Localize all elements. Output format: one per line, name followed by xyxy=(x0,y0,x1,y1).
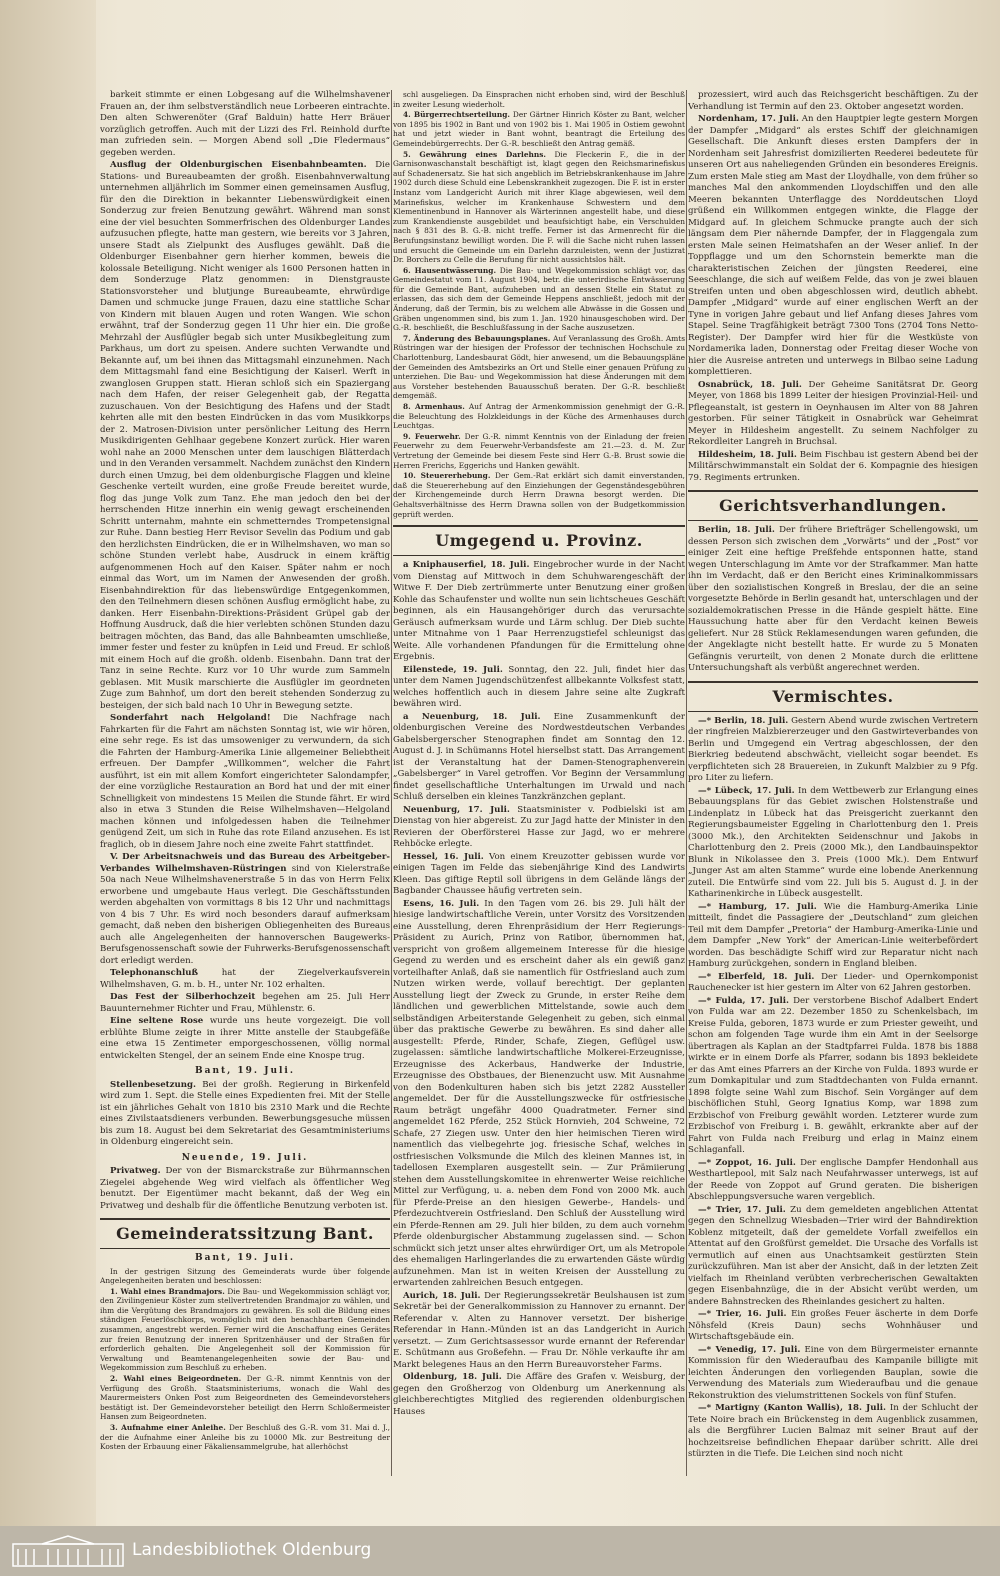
article-text: Ein großes Feuer äscherte in dem Dorfe Nöhsfeld (Kreis Daun) sechs Wohnhäuser und Wirtschaftsgebäude ein. xyxy=(688,1309,978,1342)
article-paragraph xyxy=(688,525,978,675)
article-text: Die Stations- und Bureaubeamten der großh. Eisenbahnverwaltung unternehmen alljährlich im Sommer einen gemeinsamen Ausflug, für den die Direktion in bekannter Liebenswürdigkeit einen Sonderzug zur freien Benutzung gewährt. Während man sonst eine der viel besuchten Sommerfrischen des Oldenburger Landes aufzusuchen pflegte, hatte man gestern, wie bereits vor 3 Jahren, unsere Stadt als Zielpunkt des Ausfluges gewählt. Daß die Oldenburger Eisenbahner gern hierher kommen, beweis die kolossale Beteiligung. Nicht weniger als 1600 Personen hatten in dem Sonderzuge Platz genommen: in Dienstgrauste Stationsvorsteher und blutjunge Bureaubeamte, ehrwürdige Damen und schmucke junge Frauen, dazu eine stattliche Schar von Kindern mit blauen Augen und roten Wangen. Wie schon erwähnt, traf der Sonderzug gegen 11 Uhr hier ein. Die große Mehrzahl der Ausflügler begab sich unter Musikbegleitung zum Parkhaus, um dort zu speisen. Andere suchten Verwandte und Bekannte auf, um bei ihnen das Mittagsmahl einzunehmen. Nach dem Mittagsmahl fand eine Besichtigung der Kaiserl. Werft in zwanglosen Gruppen statt. Hieran schloß sich ein Spaziergang nach dem Hafen, der reiser Gelegenheit gab, der Regatta zuzuschauen. Von der Besichtigung des Hafens und der Stadt kehrten alle mit den besten Eindrücken in das vom Musikkorps der 2. Matrosen-Division unter persönlicher Leitung des Herrn Musikdirigenten Gehlhaar gegebene Konzert zurück. Hier waren wohl nahe an 2000 Menschen unter dem lauschigen Blätterdach und in den Veranden versammelt. Nachdem zunächst den Kindern durch einen Umzug, bei dem oldenburgische Flaggen und kleine Geschenke verteilt wurden, eine große Freude bereitet wurde, flog das junge Volk zum Tanz. Ehe man jedoch den bei der herrschenden Hitze innerhin ein wenig gewagt erscheinenden Schritt unternahm, mahnte ein schmetterndes Trompetensignal zur Ruhe. Dann bestieg Herr Revisor Sevelin das Podium und gab den herzlichsten Eindrücken, die er in Wilhelmshaven, wo man so schöne Stunden verlebt habe, Ausdruck in einem kräftig aufgenommenen Hoch auf den Kaiser. Später nahm er noch einmal das Wort, um im Namen der Anwesenden der großh. Eisenbahndirektion für das liebenswürdige Entgegenkommen, den den Teilnehmern diesen schönen Ausflug ermöglicht habe, zu danken. Herr Eisenbahn-Direktions-Präsident Grüpel gab der Hoffnung Ausdruck, daß die hier verlebten schönen Stunden dazu beitragen möchten, das Band, das alle Bahnbeamten umschließe, immer fester und fester zu knüpfen in Leid und Freud. Er schloß mit einem Hoch auf die großh. oldenb. Eisenbahn. Dann trat der Tanz in seine Rechte. Kurz vor 10 Uhr wurde zum Sammeln geblasen. Mit Musik marschierte die Ausflügler im geordneten Zuge zum Bahnhof, um dort den bereit stehenden Sonderzug zu besteigen, der sich bald nach 10 Uhr in Bewegung setzte. xyxy=(100,160,390,711)
article-lead: 5. Gewährung eines Darlehns. xyxy=(403,149,547,159)
article-text: Auf Veranlassung des Großh. Amts Rüstringen war der hiesigen der Professor der technischen Hochschule zu Charlottenburg, Landesbaurat Gödt, hier anwesend, um die Bebauungspläne der Gemeinden des Amtsbezirks an Ort und Stelle einer genauen Prüfung zu unterziehen. Die Bau- und Wegekommission hat diese Änderungen mit dem aus Vorsteher bestehenden Bauausschuß beraten. Der G.-R. beschließt demgemäß. xyxy=(393,333,685,401)
article-paragraph xyxy=(688,450,978,485)
article-lead: Eine seltene Rose xyxy=(110,1016,204,1026)
article-paragraph xyxy=(100,992,390,1015)
article-paragraph xyxy=(688,972,978,995)
article-paragraph xyxy=(688,380,978,449)
article-text: Eine Zusammenkunft der oldenburgischen Vereine des Nordwestdeutschen Verbandes Gabelsbergerscher Stenographen findet am Sonntag den 12. August d. J. in Schümanns Hotel hierselbst statt. Das Arrangement ist der Veranstaltung hat der Damen-Stenographenverein „Gabelsberger“ in Varel getroffen. Vor Beginn der Versammlung findet gesellschaftliche Unterhaltungen im Urwald und nach Schluß derselben ein kleines Tanzkränzchen geplant. xyxy=(393,711,685,803)
article-text: Die Bau- und Wegekommission schlägt vor, den Zivilingenieur Köster zum stellvertretenden Brandmajor zu wählen, und ihm die Vergütung des Brandmajors zu gewähren. Es soll die Bildung eines ständigen Feuerlöschkorps, womöglich mit den benachbarten Gemeinden zusammen, angestrebt werden. Ferner wird die Anschaffung eines Gerätes zur freien Benutzung der inneren Spritzenhäuser und der Straßen für erforderlich gehalten. Die Angelegenheit soll der Kommission für Verwaltung und Beamtenangelegenheiten sowie der Bau- und Wegekommission zum Beschluß zu erheben. xyxy=(100,1286,390,1373)
article-lead: Privatweg. xyxy=(110,1166,161,1176)
article-paragraph xyxy=(100,160,390,712)
library-building-icon xyxy=(12,1535,124,1567)
article-text: sind von Kielerstraße 50a nach Neue Wilhelmshavenerstraße 5 in das von Herrn Felix erworbene und umgebaute Haus verlegt. Die Geschäftsstunden werden abgehalten von vormittags 8 bis 12 Uhr und nachmittags von 4 bis 7 Uhr. Es wird noch besonders darauf aufmerksam gemacht, daß neben den bisherigen Obliegenheiten des Bureaus auch alle Angelegenheiten der hannoverschen Baugewerks-Berufsgenossenschaft sowie der Fuhrwerks-Berufsgenossenschaft dort erledigt werden. xyxy=(100,863,390,966)
article-text: Der G.-R. nimmt Kenntnis von der Einladung der freien Feuerwehr zu dem Feuerwehr-Verbandsfeste am 21.—23. d. M. Zur Vertretung der Gemeinde bei diesem Feste sind Herr G.-B. Brust sowie die Herren Frerichs, Eggerichs und Hanken gewählt. xyxy=(393,431,685,470)
article-lead: Berlin, 18. Juli. xyxy=(698,525,775,535)
article-text: hat der Ziegelverkaufsverein Wilhelmshaven, G. m. b. H., unter Nr. 102 erhalten. xyxy=(100,968,390,990)
article-lead: 4. Bürgerrechtserteilung. xyxy=(403,110,510,120)
section-heading: Gemeinderatssitzung Bant. xyxy=(100,1218,390,1249)
article-lead: 7. Änderung des Bebauungsplanes. xyxy=(403,333,551,343)
article-paragraph xyxy=(393,805,685,851)
article-text: wurde uns heute vorgezeigt. Die voll erblühte Blume zeigte in ihrer Mitte anstelle der Staubgefäße eine etwa 15 Zentimeter emporgeschossenen, völlig normal entwickelten Stengel, der an seinem Ende eine Knospe trug. xyxy=(100,1016,390,1061)
article-text: In der Schlucht der Tete Noire brach ein Brückensteg in dem Augenblick zusammen, als die Bergführer Lucien Balmaz mit seiner Braut auf der hochzeitsreise befindlichen Ehepaar darüber schritt. Alle drei stürzten in die Tiefe. Die Leichen sind noch nicht xyxy=(688,1403,978,1459)
article-text: Der von der Bismarckstraße zur Bührmannschen Ziegelei abgehende Weg wird vielfach als öffentlicher Weg benutzt. Der Eigentümer macht bekannt, daß der Weg ein Privatweg und deshalb für die öffentliche Benutzung verboten ist. xyxy=(100,1166,390,1211)
article-text: Wie die Hamburg-Amerika Linie mitteilt, findet die Passagiere der „Deutschland“ zum gleichen Teil mit dem Dampfer „Pretoria“ der Hamburg-Amerika-Linie und dem Dampfer „New York“ der American-Linie weiterbefördert worden. Das beschädigte Schiff wird zur Reparatur nicht nach Hamburg zurückgehen, sondern in England bleiben. xyxy=(688,901,978,969)
article-lead: —* Trier, 17. Juli. xyxy=(698,1204,786,1215)
article-text: In der gestrigen Sitzung des Gemeinderats wurde über folgende Angelegenheiten beraten und beschlossen: xyxy=(100,1266,390,1286)
article-text: Der Regierungssekretär Beulshausen ist zum Sekretär bei der Generalkommission zu Hannover zu ernannt. Der Referendar v. Alten zu Hannover versetzt. Der bisherige Referendar in Hann.-Münden ist an das Landgericht in Aurich versetzt. — Zum Gerichtsassessor wurde ernannt der Referendar E. Schütmann aus Großefehn. — Frau Dr. Nöhle verkaufte ihr am Markt belegenes Haus an den Herrn Bureauvorsteher Farms. xyxy=(393,1290,685,1370)
scan-left-margin xyxy=(0,0,96,1526)
article-paragraph xyxy=(100,90,390,159)
article-paragraph xyxy=(688,996,978,1157)
article-lead: Nordenham, 17. Juli. xyxy=(698,114,799,124)
article-text: Eingebrocher wurde in der Nacht vom Dienstag auf Mittwoch in dem Schuhwarengeschäft der Witwe F. Der Dieb zertrümmerte unter Benutzung einer großen Kohle das Schaufenster und wollte nun sein lichtscheues Geschäft beginnen, als ein Hausangehöriger durch das verursachte Geräusch aufmerksam wurde und Lärm schlug. Der Dieb suchte unter Mitnahme von 1 Paar Herrenzugstiefel schleunigst das Weite. Alle vorhandenen Pfandungen für die Ermittelung ohne Ergebnis. xyxy=(393,560,685,663)
article-text: prozessiert, wird auch das Reichsgericht beschäftigen. Zu der Verhandlung ist Termin auf den 23. Oktober angesetzt worden. xyxy=(688,90,978,112)
article-paragraph xyxy=(100,1287,390,1373)
article-text: Gestern Abend wurde zwischen Vertretern der ringfreien Malzbiererzeuger und den Gastwirteverbandes von Berlin und Umgegend ein Vertrag abgeschlossen, der den Bierkrieg bedeutend abschwächt, vielleicht sogar beendet. Es verpflichteten sich 28 Brauereien, in Zukunft Malzbier zu 9 Pfg. pro Liter zu liefern. xyxy=(688,715,978,783)
article-lead: —* Trier, 16. Juli. xyxy=(698,1309,787,1319)
article-paragraph xyxy=(393,402,685,431)
article-text: Von einem Kreuzotter gebissen wurde vor einigen Tagen im Felde das siebenjährige Kind des Landwirts Kleen. Das giftige Reptil soll übrigens in dem Gelände längs der Bagbander Chaussee häufig vertreten sein. xyxy=(393,851,685,897)
dateline: Bant, 19. Juli. xyxy=(195,1253,295,1263)
article-text: In dem Wettbewerb zur Erlangung eines Bebauungsplans für das Gebiet zwischen Holstenstraße und Lindenplatz in Lübeck hat das Preisgericht zuerkannt den Regierungsbaumeister Eggeling in Charlottenburg den 1. Preis (3000 Mk.), den Architekten Seidenschnur und Jakobs in Charlottenburg den 2. Preis (2000 Mk.), den Landbauinspektor Blunk in Nikolassee den 3. Preis (1000 Mk.). Dem Entwurf „Junger Ast am alten Stamme“ wurde eine lobende Anerkennung zuteil. Die Entwürfe sind vom 22. Juli bis 5. August d. J. in der Katharinenkirche in Lübeck ausgestellt. xyxy=(688,785,978,899)
article-text: Der englische Dampfer Hendonhall aus Westhartlepool, mit Salz nach Neufahrwasser unterwegs, ist auf der Reede von Zoppot auf Grund geraten. Die bisherigen Abschleppungsversuche waren vergeblich. xyxy=(688,1157,978,1202)
article-text: Beim Fischbau ist gestern Abend bei der Militärschwimmanstalt ein Soldat der 6. Kompagnie des hiesigen 79. Regiments ertrunken. xyxy=(688,449,978,483)
article-paragraph xyxy=(688,1158,978,1204)
article-lead: Telephonanschluß xyxy=(110,968,199,978)
article-paragraph xyxy=(100,852,390,967)
article-text: Der frühere Briefträger Schellengowski, um dessen Person sich zwischen dem „Vorwärts“ und der „Post“ vor einiger Zeit eine heftige Preßfehde entsponnen hatte, stand wegen Unterschlagung im Amte vor der Strafkammer. Man hatte ihn im Verdacht, daß er den Bericht eines Kriminalkommissars über den sozialistischen Kongreß in Breslau, der die an seine vorgesetzte Behörde in Berlin gesandt hat, unterschlagen und der sozialdemokratischen Presse in die Hände gespielt hätte. Eine Haussuchung hatte aber für den Verdacht keinen Beweis geliefert. Nur 28 Stück Reklamesendungen waren gefunden, die der Angeklagte nicht bestellt hatte. Er wurde zu 5 Monaten Gefängnis verurteilt, von denen 2 Monate durch die erlittene Untersuchungshaft als verbüßt angerechnet werden. xyxy=(688,525,978,673)
article-lead: 2. Wahl eines Beigeordneten. xyxy=(110,1374,242,1384)
article-lead: —* Fulda, 17. Juli. xyxy=(698,995,790,1006)
article-paragraph xyxy=(100,713,390,851)
article-lead: —* Lübeck, 17. Juli. xyxy=(698,785,795,796)
section-heading: Vermischtes. xyxy=(688,681,978,712)
article-text: Eine von dem Bürgermeister ernannte Kommission für den Wiederaufbau des Kampanile billigte mit leichten Änderungen den vorliegenden Bauplan, sowie die Verwendung des Materials zum Wiederaufbau und die genaue Rekonstruktion des vielumstrittenen Sockels von fünf Stufen. xyxy=(688,1344,978,1401)
dateline: Bant, 19. Juli. xyxy=(195,1066,295,1076)
article-lead: a Neuenburg, 18. Juli. xyxy=(403,711,541,722)
column-divider-2 xyxy=(686,90,687,1476)
article-paragraph xyxy=(688,716,978,785)
article-lead: Hildesheim, 18. Juli. xyxy=(698,449,797,460)
dateline: Neuende, 19. Juli. xyxy=(181,1152,309,1163)
article-text: schl ausgeliegen. Da Einsprachen nicht erhoben sind, wird der Beschluß in zweiter Lesung wiederholt. xyxy=(393,90,685,109)
article-lead: —* Elberfeld, 18. Juli. xyxy=(698,971,815,982)
article-lead: 9. Feuerwehr. xyxy=(403,431,461,441)
section-heading: Umgegend u. Provinz. xyxy=(393,525,685,556)
article-text: In den Tagen vom 26. bis 29. Juli hält der hiesige landwirtschaftliche Verein, unter Vorsitz des Vorsitzenden eine Ausstellung, deren Ehrenpräsidium der Herr Regierungs-Präsident zu Aurich, Prinz von Ratibor, übernommen hat, verspricht von großem allgemeinem Interesse für die hiesige Gegend zu werden und es erscheint daher als ein gewiß ganz vorteilhafter Anlaß, daß sie namentlich für Ostfriesland auch zum Nutzen wirken werde, vollauf berechtigt. Der geplanten Ausstellung liegt der Zweck zu Grunde, in erster Reihe dem ländlichen und gewerblichen Mittelstande, sowie auch dem selbständigen Arbeiterstande Gelegenheit zu geben, sich einmal über das praktische Gewerbe zu bewähren. Es sind daher alle ausgestellt: Pferde, Rinder, Schafe, Ziegen, Geflügel usw. zugelassen: sämtliche landwirtschaftliche Molkerei-Erzeugnisse, Erzeugnisse des Ackerbaus, Handwerke der Industrie, Erzeugnisse des Obstbaues, der Bienenzucht usw. Mit Ausnahme von den Bodenkulturen haben sich bis jetzt 2282 Aussteller angemeldet. Der für die Ausstellungszwecke für ostfriesische Raum beträgt ungefähr 4000 Quadratmeter. Ferner sind angemeldet 162 Pferde, 252 Stück Hornvieh, 204 Schweine, 72 Schafe, 27 Ziegen usw. Unter den hier heimischen Tieren wird namentlich das vielbegehrte jog. friesische Schaf, welches in ostfriesischen Volksmunde die Milch des kleinen Mannes ist, in tadellosen Exemplaren ausgestellt sein. — Zur Prämiierung stehen dem Ausstellungskomitee in ehrenwerter Weise reichliche Mittel zur Verfügung, u. a. neben dem Fond von 2000 Mk. auch für Pferde-Preise an den hiesigen Gewerbe-, Handels- und Pferdezuchtverein Ostfriesland. Den Schluß der Ausstellung wird ein Pferde-Rennen am 29. Juli hier bilden, zu dem auch vornehm Pferde oldenburgischer Abstammung zugelassen sind. — Schon schmückt sich jetzt unser altes ehrwürdiger Ort, um als Metropole des ehemaligen Harlingerlandes die zu erwartenden Gäste würdig aufzunehmen. Man ist in weiten Kreisen der Ausstellung zu erwartenden zahlreichen Besuch entgegen. xyxy=(393,898,685,1289)
article-text: Der Beschluß des G.-R. vom 31. Mai d. J., der die Aufnahme einer Anleihe bis zu 10000 Mk. zur Bestreitung der Kosten der Erbauung einer Fäkaliensammelgrube, hat allerhöchst xyxy=(100,1423,390,1452)
article-paragraph xyxy=(393,852,685,898)
article-lead: Esens, 16. Juli. xyxy=(403,898,480,909)
article-text: Die Fleckerin F., die in der Garnisonwaschanstalt beschäftigt ist, klagt gegen den Reichsmarinefiskus auf Schadenersatz. Sie hat sich angeblich im Betriebskrankenhause im Jahre 1902 durch diese Schuld eine Lebenskrankheit zugezogen. Die F. ist in erster Instanz vom Landgericht Aurich mit ihrer Klage abgewiesen, weil dem Marinefiskus, welcher im Krankenhause Schwestern und dem Klementinenbund in Hannover als Wärterinnen angestellt habe, und diese zum Krankendienste ausgebildet und beaufsichtigt habe, ein Verschulden nach § 831 des B. G.-B. nicht treffe. Ferner ist das Armenrecht für die Berufungsinstanz bewilligt worden. Die F. will die Sache nicht ruhen lassen und ersucht die Gemeinde um ein Darlehn darzuleisten, wenn der Justizrat Dr. Borchers zu Celle die Berufung für nicht aussichtslos hält. xyxy=(393,149,685,265)
article-lead: Oldenburg, 18. Juli. xyxy=(403,1372,502,1383)
article-paragraph xyxy=(100,1080,390,1149)
article-text: Der Lieder- und Opernkomponist Rauchenecker ist hier gestern im Alter von 62 Jahren gestorben. xyxy=(688,971,978,993)
column-divider-1 xyxy=(391,90,392,1476)
article-lead: a Kniphauserfiel, 18. Juli. xyxy=(403,560,530,571)
article-paragraph xyxy=(393,1372,685,1418)
section-heading: Gerichtsverhandlungen. xyxy=(688,490,978,521)
article-paragraph xyxy=(100,1166,390,1212)
article-paragraph xyxy=(100,1374,390,1422)
article-text: Der G.-R. nimmt Kenntnis von der Verfügung des Großh. Staatsministeriums, wonach die Wahl des Maurermeisters Onken Post zum Beigeordneten des Gemeindevorstehers bestätigt ist. Der Gemeindevorsteher beteiligt den Herrn Schloßermeister Hansen zum Beigeordneten. xyxy=(100,1374,390,1422)
article-text: barkeit stimmte er einen Lobgesang auf die Wilhelmshavener Frauen an, der ihm selbstverständlich neue Lorbeeren eintrachte. Den alten Schwerenöter (Graf Balduin) hatte Herr Bräuer vorzüglich getroffen. Auch mit der Lizzi des Frl. Reinhold durfte man zufrieden sein. — Morgen Abend soll „Die Fledermaus“ gegeben werden. xyxy=(100,90,390,158)
article-paragraph xyxy=(100,1423,390,1452)
article-text: Die Bau- und Wegekommission schlägt vor, das Gemeindestatut vom 11. August 1904, betr. die unterirdische Entwässerung für die Gemeinde Bant, aufzuheben und an dessen Stelle ein Statut zu erlassen, das sich dem der Gemeinde Heppens anschließt, jedoch mit der Änderung, daß der Termin, bis zu welchem alle Abwässe in die Gossen und Gräben ungenommen sind, bis zum 1. Jan. 1920 hinausgeschoben wird. Der G.-R. beschließt, die Beschlußfassung in der Sache auszusetzen. xyxy=(393,265,685,333)
article-text: Sonntag, den 22. Juli, findet hier das unter dem Namen Jugendschützenfest allbekannte Volksfest statt, welches hoffentlich auch in diesem Jahre seine alte Zugkraft bewähren wird. xyxy=(393,664,685,710)
article-lead: Eilenstede, 19. Juli. xyxy=(403,664,503,675)
article-paragraph xyxy=(688,90,978,113)
article-lead: —* Martigny (Kanton Wallis), 18. Juli. xyxy=(698,1403,886,1413)
footer-institution-name: Landesbibliothek Oldenburg xyxy=(132,1540,372,1560)
article-text: Zu dem gemeldeten angeblichen Attentat gegen den Schnellzug Wiesbaden—Trier wird der Bahndirektion Koblenz mitgeteilt, daß der gemeldete Vorfall zweifellos ein Attentat auf den Großfürst gemeldet. Die Ursache des Vorfalls ist vermutlich auf einen aus Unachtsamkeit gestürzten Stein zurückzuführen. Man ist aber der Ansicht, daß in der letzten Zeit vielfach im Rheinland verübten verbrecherischen Gewaltakten gegen Eisenbahnzüge, die in der Absicht verübt werden, um andere Bahnstrecken des Rheinlandes gesichert zu halten. xyxy=(688,1204,978,1307)
article-paragraph xyxy=(688,786,978,901)
article-lead: Aurich, 18. Juli. xyxy=(403,1290,481,1301)
article-text: Die Nachfrage nach Fahrkarten für die Fahrt am nächsten Sonntag ist, wie wir hören, eine sehr rege. Es ist das umsoweniger zu verwundern, da sich die Fahrten der Hamburg-Amerika Linie allgemeiner Beliebtheit erfreuen. Der Dampfer „Willkommen“, welcher die Fahrt ausführt, ist ein mit allem Komfort eingerichteter Salondampfer, der eine vorzügliche Restauration an Bord hat und der mit einer Schnelligkeit von mindestens 15 Meilen die Stunde fährt. Er wird also in etwa 3 Stunden die Reise Wilhelmshaven—Helgoland machen können und infolgedessen haben die Teilnehmer genügend Zeit, um sich in Ruhe das rote Eiland anzusehen. Es ist fraglich, ob in diesem Jahre noch eine zweite Fahrt stattfindet. xyxy=(100,713,390,850)
article-text: Der Geheime Sanitätsrat Dr. Georg Meyer, von 1868 bis 1899 Leiter der hiesigen Provinzial-Heil- und Pflegeanstalt, ist gestern in Oeynhausen im Alter von 88 Jahren gestorben. Für seiner Tätigkeit in Osnabrück war Geheimrat Meyer in Hildesheim angestellt. Zu seinem Nachfolger zu Rekordleiter Langreh in Bruchsal. xyxy=(688,379,978,447)
article-text: Bei der großh. Regierung in Birkenfeld wird zum 1. Sept. die Stelle eines Expedienten frei. Mit der Stelle ist ein jährliches Gehalt von 1810 bis 2310 Mark und die Rechte eines Zivilstaatsdieners verbunden. Bewerbungsgesuche müssen bis zum 18. August bei dem Sekretariat des Gesamtministeriums in Oldenburg eingereicht sein. xyxy=(100,1079,390,1147)
article-text: Staatsminister v. Podbielski ist am Dienstag von hier abgereist. Zu zur Jagd hatte der Minister in den Revieren der Oberförsterei Hasse zur Jagd, wo er mehrere Rehböcke erlegte. xyxy=(393,804,685,850)
article-lead: V. Der Arbeitsnachweis und das Bureau des Arbeitgeber-Verbandes Wilhelmshaven-Rüstringen xyxy=(100,852,390,874)
article-lead: Osnabrück, 18. Juli. xyxy=(698,379,802,390)
article-lead: 1. Wahl eines Brandmajors. xyxy=(110,1286,225,1296)
article-lead: —* Berlin, 18. Juli. xyxy=(698,715,789,726)
article-paragraph xyxy=(688,1345,978,1403)
article-lead: Sonderfahrt nach Helgoland! xyxy=(110,713,271,723)
article-paragraph xyxy=(100,1267,390,1286)
footer-bar xyxy=(0,1526,1000,1576)
article-paragraph xyxy=(393,432,685,470)
article-text: Auf Antrag der Armenkommission genehmigt der G.-R. die Beleuchtung des Holzkleidungs in der Küche des Armenhauses durch Leuchtgas. xyxy=(393,402,685,431)
article-lead: Hessel, 16. Juli. xyxy=(403,851,484,862)
article-text: Der Gärtner Hinrich Köster zu Bant, welcher von 1895 bis 1902 in Bant und von 1902 bis 1. Mai 1905 in Ostiem gewohnt hat und jetzt wieder in Bant wohnt, beantragt die Erteilung des Gemeindebürgerrechts. Der G.-R. beschließt den Antrag gemäß. xyxy=(393,110,685,148)
article-text: An den Hauptpier legte gestern Morgen der Dampfer „Midgard“ als erstes Schiff der gleichnamigen Gesellschaft. Die Ankunft dieses ersten Dampfers der in Nordenham seit Jahresfrist domizilierten Reederei bedeutete für unseren Ort aus naheliegenden Gründen ein besonderes Ereignis. Zum ersten Male stieg am Mast der Lloydhalle, von dem früher so manches Mal den ankommenden Lloydschiffen und den alle Meeren bekannten Unterflagge des Norddeutschen Lloyd grüßend ein Willkommen entgegen winkte, die Flagge der Midgard auf. In gleichem Schmucke prangte auch der sich längsam dem Pier nähernde Dampfer, der in Flaggengala zum ersten Male seinen Heimatshafen an der Weser anlief. In der Toppflagge und um den Schornstein bemerkte man die charakteristischen Zeichen der jüngsten Reederei, eine Seeschlange, die sich auf weißem Felde, das von je zwei blauen Streifen unten und oben abgeschlossen wird, deutlich abhebt. Dampfer „Midgard“ wurde auf einer englischen Werft an der Tyne in vorigen Jahre gebaut und lief Anfang dieses Jahres vom Stapel. Seine Tragfähigkeit beträgt 7300 Tons (2704 Tons Netto-Register). Der Dampfer wird hier für die Westküste von Nordamerika laden, Donnerstag oder Freitag dieser Woche von hier die Ausreise antreten und unterwegs in Bilbao seine Ladung komplettieren. xyxy=(688,114,978,377)
column-2 xyxy=(393,90,685,1476)
article-paragraph xyxy=(688,114,978,379)
article-paragraph xyxy=(100,1016,390,1062)
article-paragraph xyxy=(393,110,685,148)
article-paragraph xyxy=(393,150,685,265)
article-paragraph xyxy=(688,1309,978,1344)
article-paragraph xyxy=(688,902,978,971)
article-paragraph xyxy=(688,1403,978,1461)
article-text: Der verstorbene Bischof Adalbert Endert von Fulda war am 22. Dezember 1850 zu Schenkelsbach, im Kreise Fulda, geboren, 1873 wurde er zum Priester geweiht, und schon am folgenden Tage wurde ihm ein Amt in der Seelsorge übertragen als Kaplan an der Stadtpfarrei Fulda. 1878 bis 1888 wirkte er in einem Dorfe als Pfarrer, sodann bis 1893 bekleidete er das Amt eines Pfarrers an der Kirche von Fulda. 1893 wurde er zum Domkapitular und zum Stadtdechanten von Fulda ernannt. 1898 folgte seine Wahl zum Bischof. Sein Vorgänger auf dem bischöflichen Stuhl, Georg Ignatius Komp, war 1898 zum Erzbischof von Freiburg gewählt worden. Letzterer wurde zum Erzbischof von Freiburg i. B. gewählt, erkrankte aber auf der Fahrt von Fulda nach Freiburg und erlag in Mainz einem Schlaganfall. xyxy=(688,995,978,1155)
article-text: begehen am 25. Juli Herr Bauunternehmer Richter und Frau, Mühlenstr. 6. xyxy=(100,992,390,1014)
article-paragraph xyxy=(688,1205,978,1309)
article-paragraph xyxy=(393,1291,685,1372)
article-lead: Ausflug der Oldenburgischen Eisenbahnbeamten. xyxy=(110,160,367,170)
article-paragraph xyxy=(393,90,685,109)
article-text: Die Affäre des Grafen v. Weisburg, der gegen den Großherzog von Oldenburg um Anerkennung als gleichberechtigtes Mitglied des regierenden oldenburgischen Hauses xyxy=(393,1372,685,1417)
article-lead: 3. Aufnahme einer Anleihe. xyxy=(110,1423,226,1432)
article-lead: 10. Steuererhebung. xyxy=(403,471,491,481)
article-lead: 6. Hausentwässerung. xyxy=(403,265,497,275)
article-paragraph xyxy=(393,899,685,1290)
article-paragraph xyxy=(100,968,390,991)
article-lead: Neuenburg, 17. Juli. xyxy=(403,804,510,815)
article-lead: Das Fest der Silberhochzeit xyxy=(110,992,256,1002)
column-3 xyxy=(688,90,978,1476)
article-lead: Stellenbesetzung. xyxy=(110,1079,197,1090)
article-lead: 8. Armenhaus. xyxy=(403,402,465,411)
article-paragraph xyxy=(393,266,685,333)
article-paragraph xyxy=(393,560,685,664)
article-paragraph xyxy=(393,665,685,711)
article-lead: —* Zoppot, 16. Juli. xyxy=(698,1157,796,1168)
article-lead: —* Hamburg, 17. Juli. xyxy=(698,901,817,912)
article-lead: —* Venedig, 17. Juli. xyxy=(698,1344,801,1355)
article-paragraph xyxy=(393,712,685,804)
column-1 xyxy=(100,90,390,1476)
article-paragraph xyxy=(393,334,685,401)
article-text: Der Gem.-Rat erklärt sich damit einverstanden, daß die Steuererhebung auf den Einziehungen der Gegenständesgebühren der Kirchengemeinde durch Herrn Drawna besorgt werden. Die Gehaltsverhältnisse des Herrn Drawna sollen von der Budgetkommission geprüft werden. xyxy=(393,471,685,519)
article-paragraph xyxy=(393,471,685,519)
